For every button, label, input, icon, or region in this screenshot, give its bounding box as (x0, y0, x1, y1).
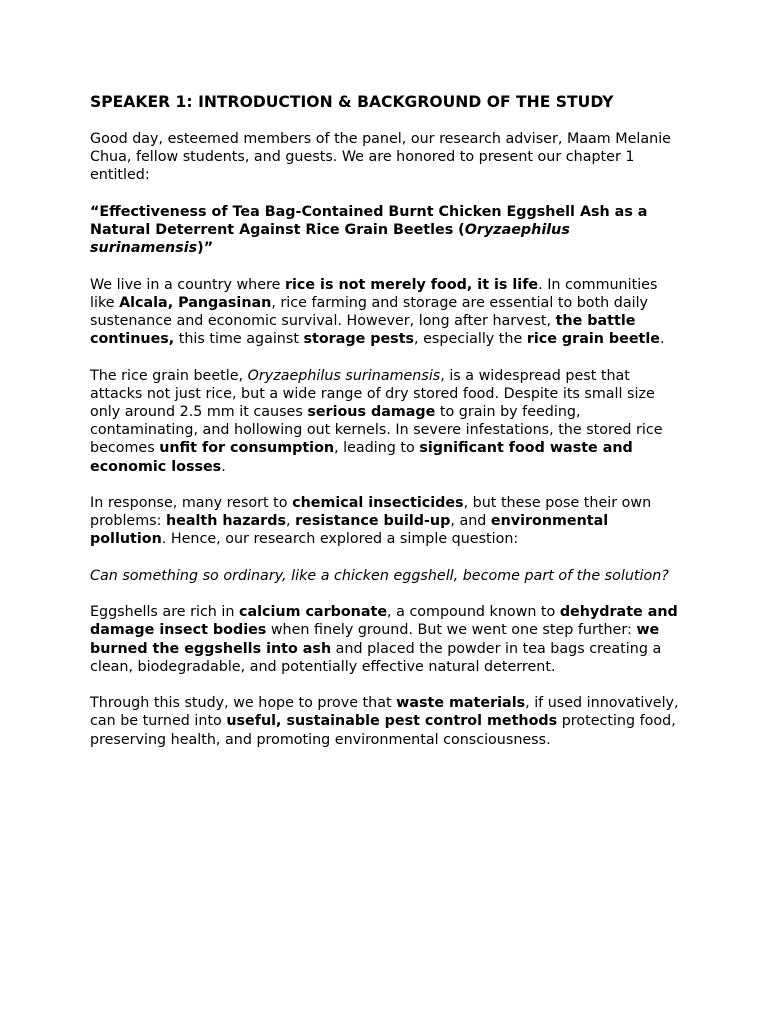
text-run: protecting food, preserving health, and promoting environmental consciousness. (90, 713, 676, 748)
emphasis-run: environmental pollution (90, 513, 609, 548)
emphasis-run: dehydrate and damage insect bodies (90, 604, 678, 639)
emphasis-run: useful, sustainable pest control methods (226, 713, 558, 730)
research-question: Can something so ordinary, like a chicken eggshell, become part of the solution? (90, 567, 669, 584)
emphasis-run: significant food waste and economic losses (90, 440, 633, 475)
text-run: , especially the (414, 331, 527, 348)
species-italic: Oryzaephilus surinamensis (247, 367, 441, 384)
section-heading: SPEAKER 1: INTRODUCTION & BACKGROUND OF THE STUDY (90, 93, 614, 111)
emphasis-run: rice is not merely food, it is life (284, 276, 539, 293)
emphasis-run: resistance build-up (295, 513, 451, 530)
text-run: to grain by feeding, contaminating, and hollowing out kernels. In severe infestations, the stored rice becomes (90, 404, 663, 457)
pest-paragraph (90, 367, 680, 476)
study-title-species: Oryzaephilus surinamensis (90, 222, 570, 257)
emphasis-run: the battle continues, (90, 313, 636, 348)
text-run: when finely ground. But we went one step further: (266, 622, 637, 639)
text-run: . (659, 331, 665, 348)
text-run: , and (450, 513, 491, 530)
text-run: The rice grain beetle, (90, 367, 248, 384)
study-title-part2: )” (197, 240, 214, 257)
emphasis-run: calcium carbonate (239, 604, 388, 621)
emphasis-run: we burned the eggshells into ash (90, 622, 660, 657)
emphasis-run: serious damage (307, 404, 436, 420)
text-run: . In communities like (90, 276, 658, 311)
text-run: . Hence, our research explored a simple question: (161, 531, 519, 548)
text-run: , if used innovatively, can be turned into (90, 695, 679, 730)
context-paragraph (90, 276, 680, 349)
text-run: , (285, 513, 296, 530)
emphasis-run: waste materials (396, 695, 526, 712)
text-run: and placed the powder in tea bags creating a clean, biodegradable, and potentially effective natural deterrent. (90, 640, 662, 675)
text-run: , is a widespread pest that attacks not just rice, but a wide range of dry stored food. Despite its small size only around 2.5 mm it causes (90, 367, 655, 420)
text-run: Eggshells are rich in (90, 604, 239, 621)
emphasis-run: storage pests (303, 331, 415, 348)
emphasis-run: Alcala, Pangasinan (119, 294, 272, 311)
text-run: Through this study, we hope to prove that (90, 695, 397, 712)
text-run: , a compound known to (387, 604, 560, 621)
study-title-part1: “Effectiveness of Tea Bag-Contained Burnt Chicken Eggshell Ash as a Natural Deterrent Against Rice Grain Beetles ( (90, 203, 648, 238)
text-run: . (221, 458, 226, 475)
emphasis-run: health hazards (165, 513, 286, 530)
insecticide-paragraph (90, 494, 680, 549)
emphasis-run: unfit for consumption (159, 440, 335, 457)
greeting-paragraph (90, 130, 680, 185)
eggshell-paragraph (90, 603, 680, 676)
text-run: , leading to (334, 440, 420, 457)
greeting-text: Good day, esteemed members of the panel, our research adviser, Maam Melanie Chua, fellow students, and guests. We are honored to present our chapter 1 entitled: (90, 131, 671, 184)
emphasis-run: chemical insecticides (292, 495, 464, 511)
text-run: , rice farming and storage are essential to both daily sustenance and economic survival. However, long after harvest, (90, 294, 649, 329)
text-run: this time against (174, 331, 304, 348)
document-page (90, 92, 680, 767)
text-run: In response, many resort to (90, 495, 293, 511)
text-run: We live in a country where (90, 276, 285, 293)
conclusion-paragraph (90, 694, 680, 749)
text-run: , but these pose their own problems: (90, 495, 652, 530)
emphasis-run: rice grain beetle (526, 331, 660, 348)
study-title (90, 203, 680, 258)
